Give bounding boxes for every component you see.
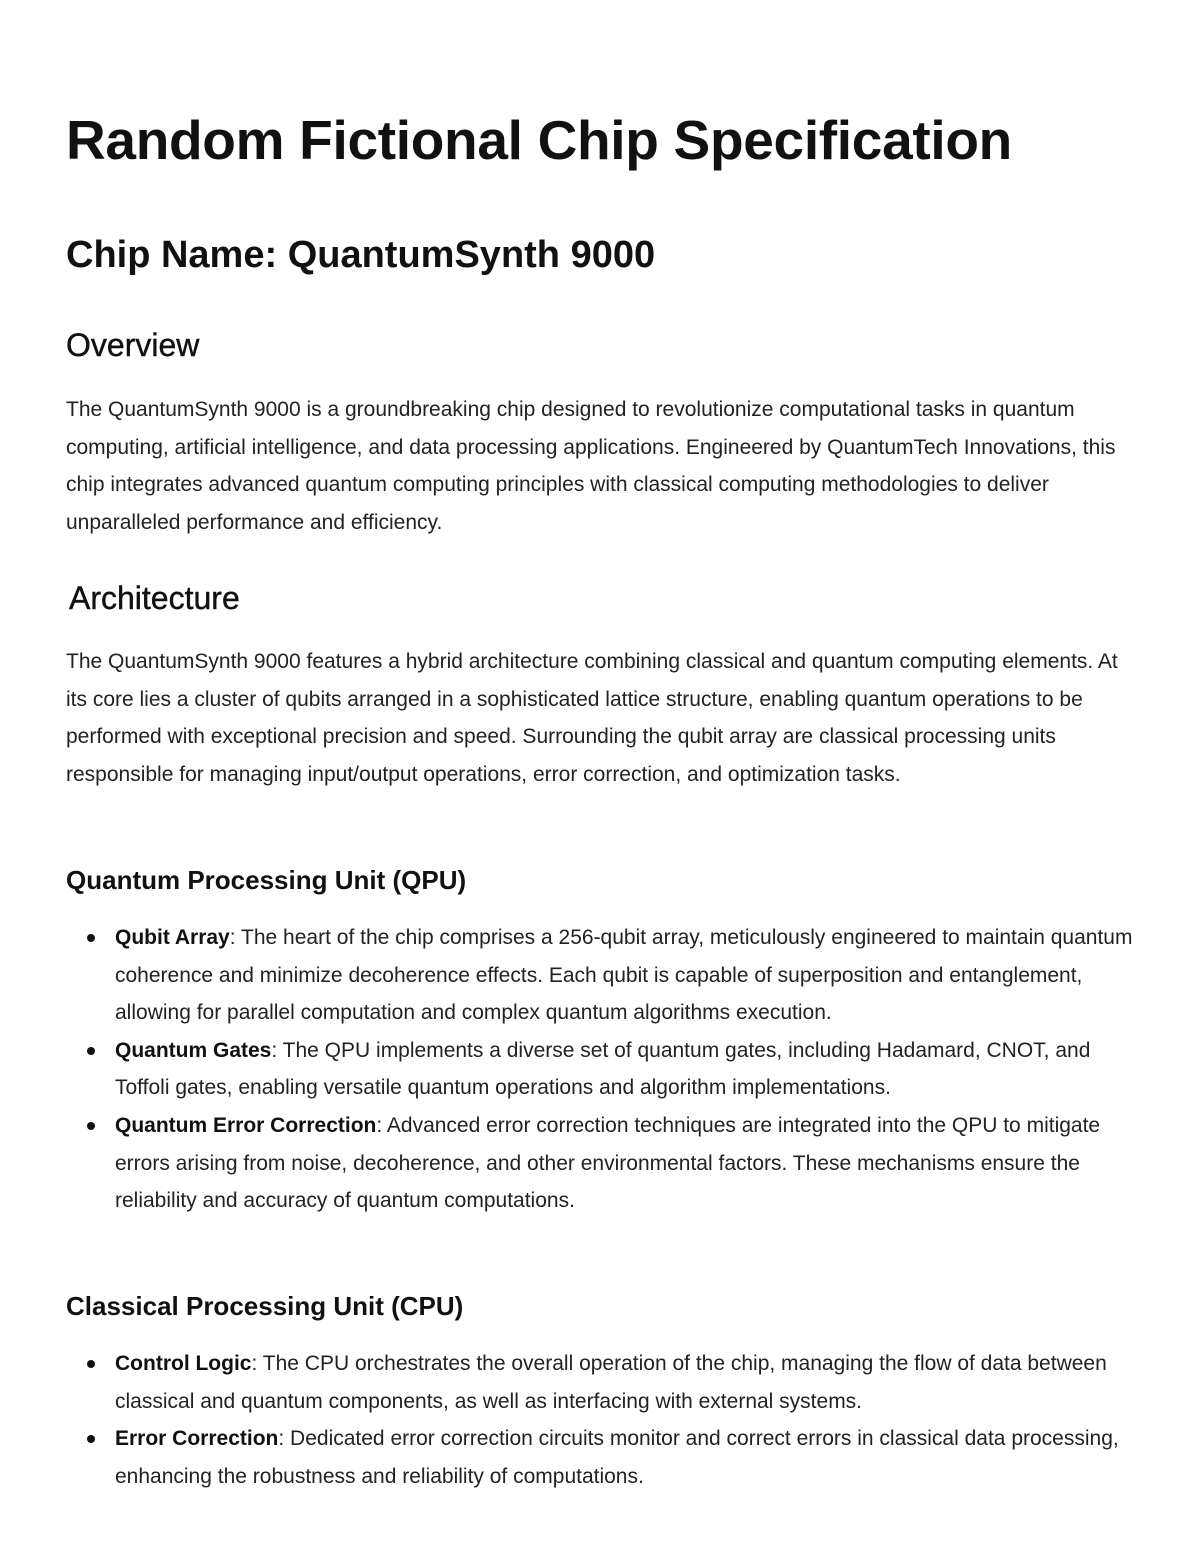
list-item-text: : Advanced error correction techniques are integrated into the QPU to mitigate errors arising from noise, decoherence, and other environmental factors. These mechanisms ensure the reliability and accuracy of quantum computations. [115, 1113, 1101, 1213]
cpu-heading: Classical Processing Unit (CPU) [66, 1291, 464, 1321]
bullet-icon [87, 1360, 95, 1368]
document-title: Random Fictional Chip Specification [66, 109, 1012, 171]
list-item-text: : The CPU orchestrates the overall operation of the chip, managing the flow of data between classical and quantum components, as well as interfacing with external systems. [115, 1352, 1107, 1413]
cpu-list [66, 1345, 1136, 1495]
list-item-term: Control Logic [115, 1352, 252, 1375]
bullet-icon [87, 1122, 95, 1130]
list-item-term: Quantum Gates [115, 1038, 272, 1062]
list-item-text: : The QPU implements a diverse set of quantum gates, including Hadamard, CNOT, and Toffoli gates, enabling versatile quantum operations and algorithm implementations. [115, 1038, 1091, 1100]
list-item-term: Quantum Error Correction [115, 1113, 377, 1137]
list-item [115, 919, 1136, 1032]
list-item-text: : The heart of the chip comprises a 256-qubit array, meticulously engineered to maintain quantum coherence and minimize decoherence effects. Each qubit is capable of superposition and entanglement, allowing for parallel computation and complex quantum algorithms execution. [115, 926, 1133, 1025]
list-item-term: Error Correction [115, 1427, 279, 1451]
list-item [115, 1420, 1136, 1495]
overview-heading: Overview [66, 327, 200, 363]
architecture-heading: Architecture [69, 580, 240, 616]
overview-paragraph: The QuantumSynth 9000 is a groundbreaking chip designed to revolutionize computational tasks in quantum computing, artificial intelligence, and data processing applications. Engineered by QuantumTech Innovations, this chip integrates advanced quantum computing principles with classical computing methodologies to deliver unparalleled performance and efficiency. [66, 398, 1116, 534]
list-item-text: : Dedicated error correction circuits monitor and correct errors in classical data processing, enhancing the robustness and reliability of computations. [115, 1427, 1119, 1488]
list-item [115, 1345, 1136, 1420]
list-item [115, 1107, 1136, 1220]
qpu-heading: Quantum Processing Unit (QPU) [66, 865, 467, 895]
list-item-term: Qubit Array [115, 926, 230, 949]
bullet-icon [87, 1047, 95, 1055]
chip-name-heading: Chip Name: QuantumSynth 9000 [66, 234, 656, 276]
qpu-list [66, 919, 1136, 1220]
list-item [115, 1032, 1136, 1107]
bullet-icon [87, 1435, 95, 1443]
bullet-icon [87, 934, 95, 942]
architecture-paragraph: The QuantumSynth 9000 features a hybrid architecture combining classical and quantum computing elements. At its core lies a cluster of qubits arranged in a sophisticated lattice structure, enabling quantum operations to be performed with exceptional precision and speed. Surrounding the qubit array are classical processing units responsible for managing input/output operations, error correction, and optimization tasks. [66, 650, 1118, 786]
